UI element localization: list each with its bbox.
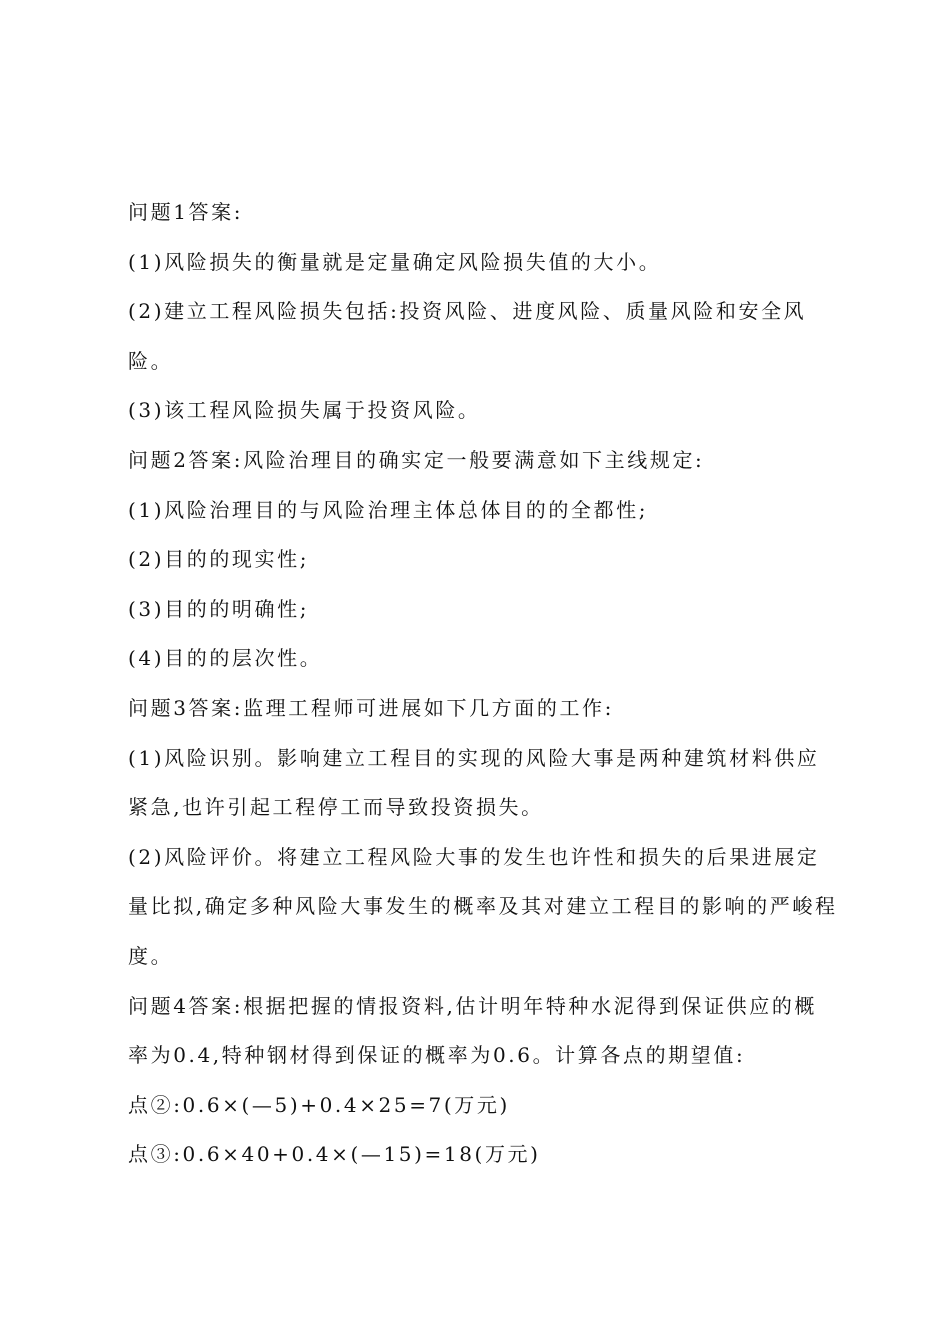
answer-1-heading: 问题1答案: [128,200,244,224]
answer-1-item-1: (1)风险损失的衡量就是定量确定风险损失值的大小。 [128,249,662,274]
answer-1-item-2: (2)建立工程风险损失包括:投资风险、进度风险、质量风险和安全风险。 [128,299,807,373]
answer-4-heading: 问题4答案:根据把握的情报资料,估计明年特种水泥得到保证供应的概率为0.4,特种钢材得到保证的概率为0.6。计算各点的期望值: [128,993,818,1068]
answer-2-item-3: (3)目的的明确性; [128,596,310,621]
answer-2-item-1: (1)风险治理目的与风险治理主体总体目的的全都性; [128,497,649,522]
point-3-calculation: 点③:0.6×40+0.4×(—15)=18(万元) [128,1142,541,1167]
point-2-calculation: 点②:0.6×(—5)+0.4×25=7(万元) [128,1092,510,1117]
answer-3-item-1: (1)风险识别。影响建立工程目的实现的风险大事是两种建筑材料供应紧急,也许引起工程停工而导致投资损失。 [128,745,820,820]
answer-2-item-2: (2)目的的现实性; [128,547,310,572]
document-body [128,188,838,1180]
answer-3-item-2: (2)风险评价。将建立工程风险大事的发生也许性和损失的后果进展定量比拟,确定多种风险大事发生的概率及其对建立工程目的影响的严峻程度。 [128,844,838,968]
answer-3-heading: 问题3答案:监理工程师可进展如下几方面的工作: [128,695,615,720]
answer-2-heading: 问题2答案:风险治理目的确实定一般要满意如下主线规定: [128,447,705,472]
answer-1-item-3: (3)该工程风险损失属于投资风险。 [128,398,481,423]
answer-2-item-4: (4)目的的层次性。 [128,646,323,671]
